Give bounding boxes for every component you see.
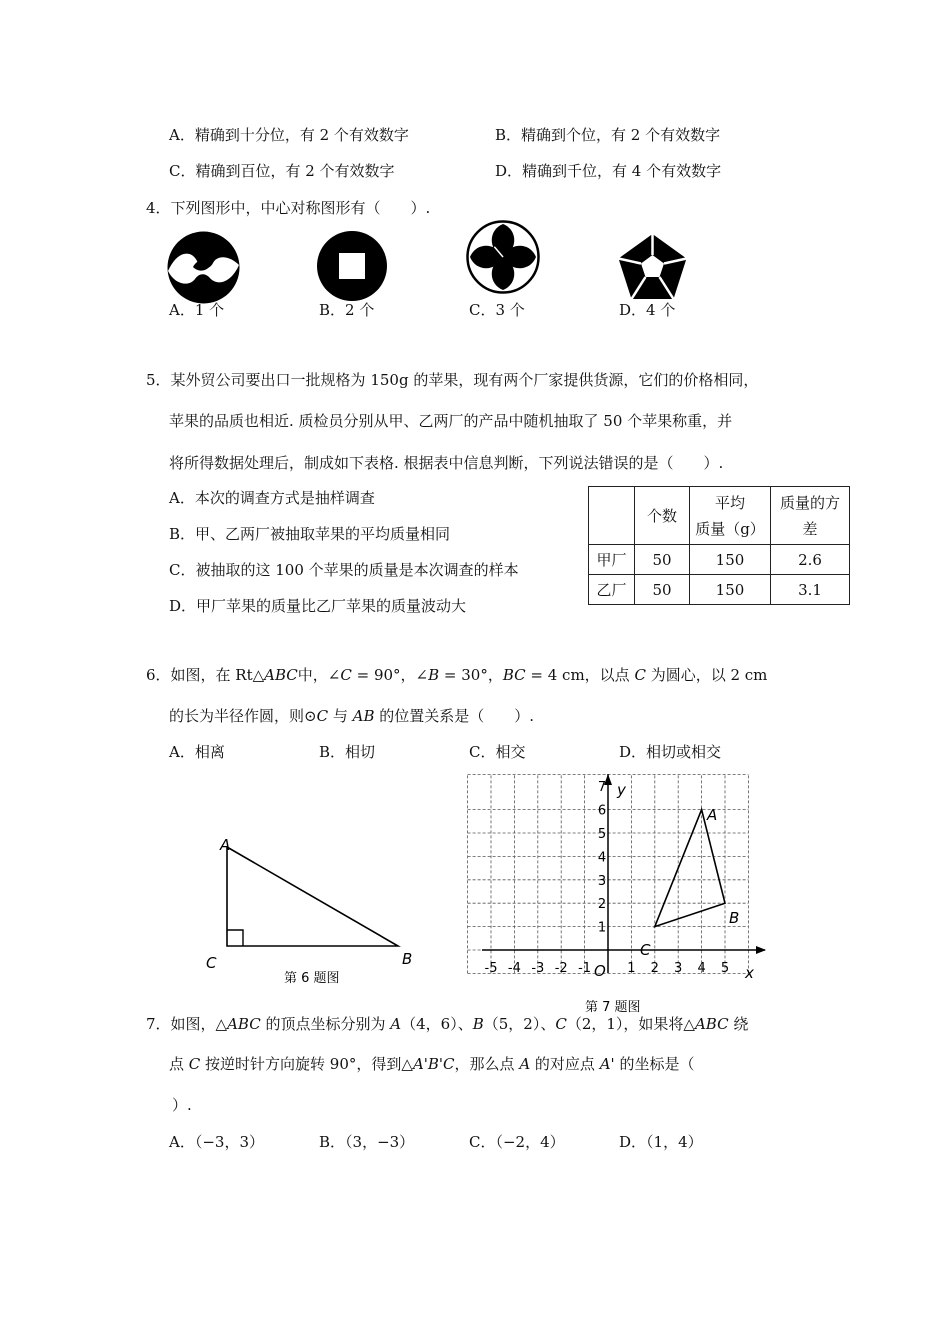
q7-stem-line2: [169, 1057, 694, 1072]
q7-stem-line3: ）.: [172, 1096, 192, 1114]
text-run: 中，∠: [297, 666, 341, 684]
q6-option-b: B．相切: [319, 743, 376, 761]
y-tick-label: 6: [597, 803, 607, 819]
table-header-mean: [690, 487, 771, 545]
text-run: 与: [328, 707, 353, 725]
table-header-variance-line1: 质量的方: [779, 493, 840, 512]
y-tick-label: 5: [597, 827, 607, 842]
table-corner-cell: [589, 487, 635, 545]
text-run: 点: [169, 1055, 189, 1073]
text-run: C: [555, 1015, 567, 1033]
q5-option-a: A．本次的调查方式是抽样调查: [169, 489, 375, 507]
text-run: A: [390, 1015, 402, 1033]
q4-figure-a-icon: [167, 231, 240, 304]
text-run: 6．如图，在 Rt△: [146, 666, 265, 684]
x-tick-label: -5: [484, 961, 498, 976]
text-run: 绕: [728, 1015, 749, 1033]
q4-figure-c-icon: [466, 220, 540, 294]
text-run: B: [428, 666, 440, 684]
text-run: C: [340, 666, 352, 684]
q6-option-c: C．相交: [469, 743, 526, 761]
q7-figure-caption: 第 7 题图: [585, 1000, 641, 1015]
text-run: A'B'C: [412, 1055, 455, 1073]
y-tick-label: 2: [597, 897, 607, 913]
q6-stem-line1: [146, 668, 767, 683]
table-header-variance-line2: 差: [802, 519, 818, 538]
table-cell-count: 50: [635, 575, 690, 605]
q5-option-b: B．甲、乙两厂被抽取苹果的平均质量相同: [169, 525, 451, 543]
table-cell-factory: 乙厂: [589, 575, 635, 605]
q7-option-b: B．（3，−3）: [319, 1133, 415, 1151]
text-run: ABC: [227, 1015, 261, 1033]
q3-option-d: D．精确到千位，有 4 个有效数字: [495, 162, 722, 180]
text-run: 按逆时针方向旋转 90°，得到△: [200, 1055, 413, 1073]
text-run: = 30°，: [439, 666, 503, 684]
table-header-count: 个数: [635, 487, 690, 545]
x-tick-label: -2: [554, 961, 568, 976]
text-run: ABC: [694, 1015, 729, 1033]
q4-figure-d-icon: [617, 233, 688, 301]
text-run: A: [519, 1055, 531, 1073]
q4-option-a: A．1 个: [169, 301, 225, 319]
x-tick-label: 1: [627, 961, 636, 976]
text-run: （2，1），如果将△: [566, 1015, 695, 1033]
vertex-label-b: B: [729, 909, 740, 927]
vertex-label-b: B: [402, 950, 413, 968]
x-tick-label: 2: [650, 961, 659, 976]
q7-coordinate-figure: [478, 770, 778, 1020]
x-tick-label: -1: [578, 961, 592, 976]
text-run: 的对应点: [530, 1055, 600, 1073]
q5-stem-line2: 苹果的品质也相近. 质检员分别从甲、乙两厂的产品中随机抽取了 50 个苹果称重，并: [169, 412, 733, 430]
text-run: 的顶点坐标分别为: [260, 1015, 391, 1033]
table-header-mean-line1: 平均: [714, 493, 745, 512]
text-run: C: [634, 666, 646, 684]
tick-labels: [485, 780, 730, 976]
q4-stem: 4．下列图形中，中心对称图形有（ ）.: [146, 199, 431, 217]
x-tick-label: 4: [697, 961, 706, 976]
table-cell-factory: 甲厂: [589, 545, 635, 575]
q6-option-a: A．相离: [169, 743, 225, 761]
q6-triangle-figure: [200, 830, 430, 990]
q6-figure-caption: 第 6 题图: [284, 971, 340, 986]
y-tick-label: 7: [597, 780, 607, 796]
q5-data-table: [588, 486, 850, 605]
q7-option-d: D．（1，4）: [619, 1133, 703, 1151]
table-cell-mean: 150: [690, 575, 771, 605]
right-angle-mark: [227, 930, 243, 946]
text-run: = 90°，∠: [351, 666, 429, 684]
text-run: C: [316, 707, 329, 725]
x-tick-label: 3: [674, 961, 683, 976]
text-run: 7．如图，△: [146, 1015, 228, 1033]
table-row: [589, 575, 850, 605]
y-tick-label: 3: [597, 873, 607, 889]
table-cell-mean: 150: [690, 545, 771, 575]
q6-stem-line2: [169, 709, 534, 724]
q4-option-b: B．2 个: [319, 301, 375, 319]
table-header-mean-line2: 质量（g）: [695, 519, 765, 538]
text-run: 的长为半径作圆，则⊙: [169, 707, 317, 725]
q3-option-c: C．精确到百位，有 2 个有效数字: [169, 162, 395, 180]
q5-option-d: D．甲厂苹果的质量比乙厂苹果的质量波动大: [169, 597, 467, 615]
table-cell-variance: 2.6: [771, 545, 850, 575]
text-run: 的位置关系是（ ）.: [374, 707, 535, 725]
table-cell-count: 50: [635, 545, 690, 575]
q3-option-b: B．精确到个位，有 2 个有效数字: [495, 126, 721, 144]
text-run: BC: [502, 666, 526, 684]
table-row: [589, 545, 850, 575]
vertex-label-c: C: [640, 941, 651, 959]
q5-stem-line1: 5．某外贸公司要出口一批规格为 150g 的苹果，现有两个厂家提供货源，它们的价格相同，: [146, 371, 759, 389]
q7-option-a: A．（−3，3）: [169, 1133, 264, 1151]
table-cell-variance: 3.1: [771, 575, 850, 605]
text-run: （4，6）、: [401, 1015, 473, 1033]
q4-figure-b-icon: [317, 231, 387, 301]
x-tick-label: 5: [720, 961, 730, 976]
table-header-variance: [771, 487, 850, 545]
text-run: 的坐标是（: [614, 1055, 695, 1073]
q5-option-c: C．被抽取的这 100 个苹果的质量是本次调查的样本: [169, 561, 519, 579]
x-axis-label: x: [745, 964, 754, 982]
vertex-label-a: A: [707, 806, 718, 824]
x-axis-arrow-icon: [756, 946, 766, 954]
q7-stem-line1: [146, 1017, 748, 1032]
text-run: C: [188, 1055, 201, 1073]
text-run: = 4 cm，以点: [525, 666, 635, 684]
q3-option-a: A．精确到十分位，有 2 个有效数字: [169, 126, 409, 144]
text-run: B: [472, 1015, 484, 1033]
q6-option-d: D．相切或相交: [619, 743, 722, 761]
x-tick-label: -3: [531, 961, 545, 976]
text-run: （5，2）、: [483, 1015, 556, 1033]
text-run: ，那么点: [454, 1055, 520, 1073]
triangle-outline: [227, 847, 398, 946]
y-tick-label: 1: [597, 920, 607, 936]
text-run: 为圆心，以 2 cm: [645, 666, 768, 684]
q5-stem-line3: 将所得数据处理后，制成如下表格. 根据表中信息判断，下列说法错误的是（ ）.: [169, 454, 724, 472]
text-run: AB: [352, 707, 375, 725]
triangle-abc: [655, 810, 725, 927]
text-run: ABC: [264, 666, 298, 684]
y-axis-label: y: [617, 781, 626, 799]
y-tick-label: 4: [597, 850, 607, 866]
origin-label: O: [594, 962, 606, 980]
q4-option-c: C．3 个: [469, 301, 525, 319]
q7-option-c: C．（−2，4）: [469, 1133, 565, 1151]
text-run: A': [599, 1055, 615, 1073]
vertex-label-a: A: [220, 836, 231, 854]
q4-option-d: D．4 个: [619, 301, 676, 319]
x-tick-label: -4: [507, 961, 521, 976]
vertex-label-c: C: [206, 954, 217, 972]
